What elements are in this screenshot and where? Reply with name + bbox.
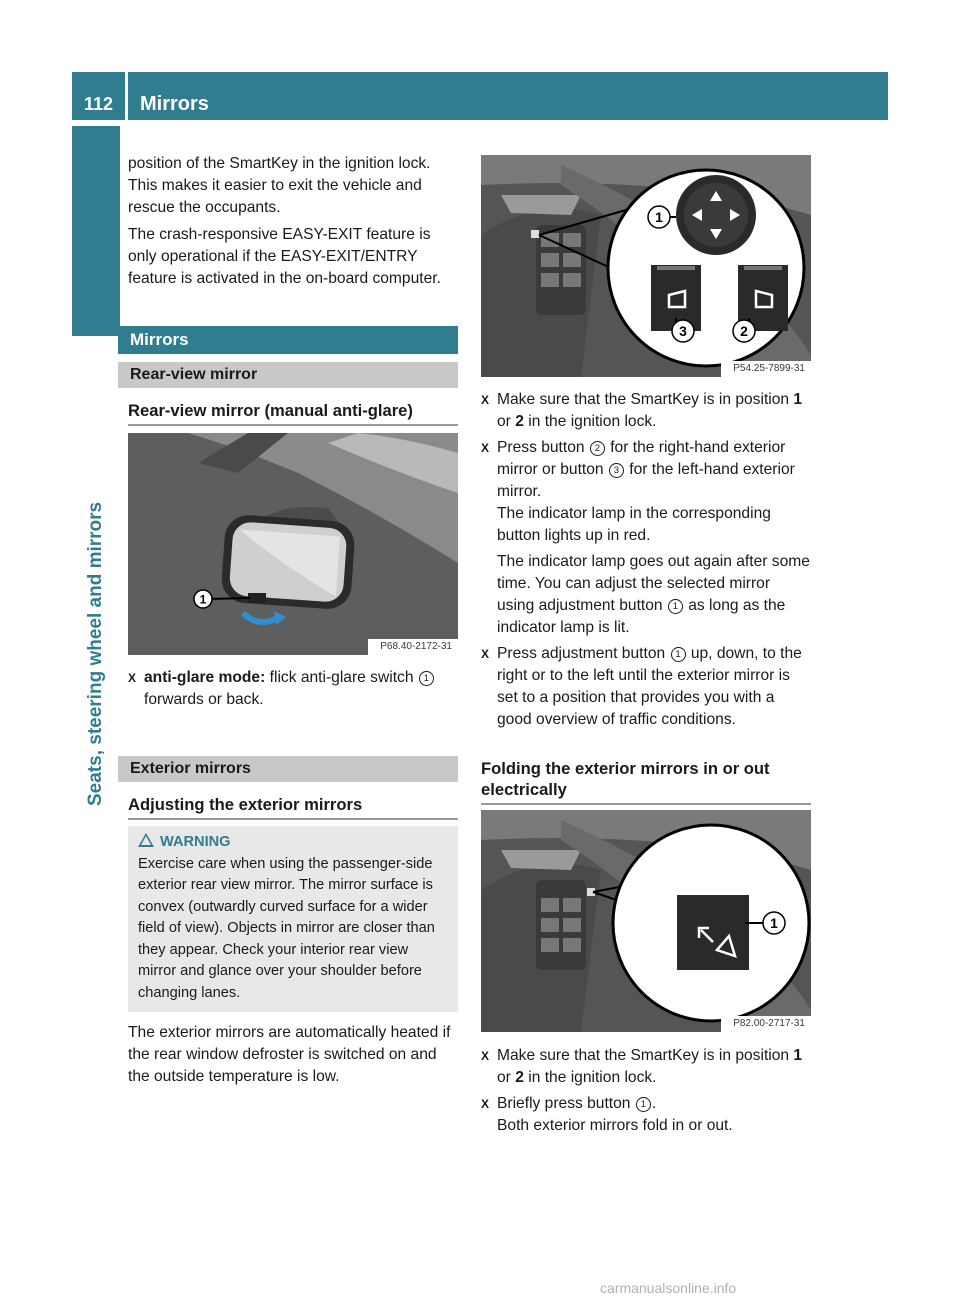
- figure-rearview-mirror: [128, 433, 458, 655]
- page-number: 112: [83, 94, 114, 114]
- intro-text: [128, 153, 458, 290]
- figure-fold-button: [481, 810, 811, 1032]
- warning-title: WARNING: [160, 834, 231, 850]
- steps-folding: [481, 1045, 811, 1137]
- watermark: carmanualsonline.info: [600, 1280, 737, 1296]
- steps-adjusting: [481, 389, 811, 731]
- heading-adjusting-exterior: Adjusting the exterior mirrors: [128, 794, 458, 820]
- heading-folding-mirrors: Folding the exterior mirrors in or out electrically: [481, 758, 811, 805]
- section-heading-mirrors: Mirrors: [118, 326, 458, 354]
- header-divider: [125, 72, 128, 120]
- step-press-fold-button: X Briefly press button 1 . Both exterior mirrors fold in or out.: [481, 1095, 733, 1134]
- intro-paragraph-2: The crash-responsive EASY-EXIT feature is only operational if the EASY-EXIT/ENTRY feature is activated in the on-board computer.: [128, 226, 441, 287]
- fig1-callout-1: 1: [199, 592, 207, 607]
- fig2-callout-2: 2: [740, 323, 748, 339]
- heading-manual-anti-glare: Rear-view mirror (manual anti-glare): [128, 400, 458, 426]
- subsection-heading-rearview: Rear-view mirror: [118, 362, 458, 388]
- step-press-mirror-button: X Press button 2 for the right-hand exterior mirror or button 3 for the left-hand exterior mirror. The indicator lamp in the corresponding button lights up in red. The indicator lamp goes out again after some time. You can adjust the selected mirror using adjustment button 1 as long as the indicator lamp is lit.: [481, 439, 810, 636]
- page-title: Mirrors: [140, 93, 209, 115]
- intro-paragraph-1: position of the SmartKey in the ignition lock. This makes it easier to exit the vehicle and rescue the occupants.: [128, 155, 431, 216]
- figure-code: P68.40-2172-31: [380, 641, 452, 652]
- subsection-heading-exterior: Exterior mirrors: [118, 756, 458, 782]
- warning-triangle-icon: [138, 833, 154, 847]
- step-anti-glare: X anti-glare mode: flick anti-glare switch 1 forwards or back.: [128, 667, 458, 711]
- heated-mirrors-text: The exterior mirrors are automatically heated if the rear window defroster is switched on and the outside temperature is low.: [128, 1024, 451, 1085]
- fig2-callout-3: 3: [679, 323, 687, 339]
- figure-code: P54.25-7899-31: [733, 363, 805, 374]
- figure-mirror-control-panel: [481, 155, 811, 377]
- step-smartkey-position: X Make sure that the SmartKey is in position 1 or 2 in the ignition lock.: [481, 1047, 803, 1086]
- step-smartkey-position: X Make sure that the SmartKey is in position 1 or 2 in the ignition lock.: [481, 391, 803, 430]
- figure-code: P82.00-2717-31: [733, 1018, 805, 1029]
- callout-number: 1: [419, 671, 434, 686]
- fig2-callout-1: 1: [655, 209, 663, 225]
- warning-box: [128, 826, 458, 1012]
- step-press-adjustment-button: X Press adjustment button 1 up, down, to the right or to the left until the exterior mirror is set to a position that provides you with a good overview of traffic conditions.: [481, 645, 802, 728]
- sidebar-tab: [72, 126, 120, 336]
- sidebar-chapter-label: Seats, steering wheel and mirrors: [85, 501, 106, 806]
- step-marker: X: [128, 671, 137, 685]
- fig3-callout-1: 1: [770, 915, 778, 931]
- warning-text: Exercise care when using the passenger-side exterior rear view mirror. The mirror surface is convex (outwardly curved surface for a wider field of view). Objects in mirror are closer than they appear. Check your interior rear view mirror and glance over your shoulder before changing lanes.: [138, 855, 435, 1001]
